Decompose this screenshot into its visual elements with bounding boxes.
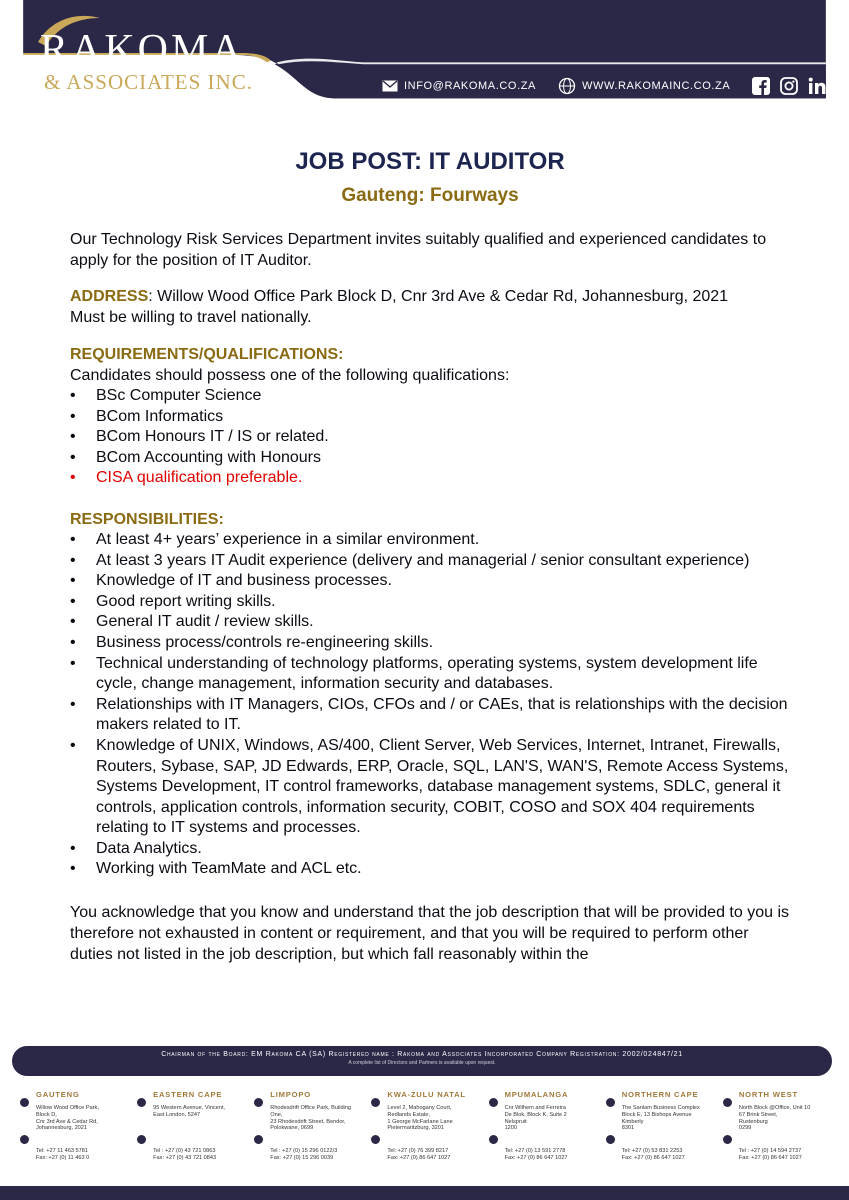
office-address: North Block @Office, Unit 10 67 Brink Street, Rustenburg 0299 bbox=[738, 1105, 811, 1132]
footer-band bbox=[0, 1186, 849, 1200]
list-item: • BCom Honours IT / IS or related. bbox=[70, 427, 790, 448]
office-northern-cape bbox=[604, 1090, 721, 1170]
office-gauteng bbox=[18, 1090, 135, 1170]
phone-icon bbox=[20, 1135, 29, 1144]
phone-icon bbox=[254, 1135, 263, 1144]
office-phone: Tel : +27 (0) 14 594 2737 Fax: +27 (0) 86 647 1027 bbox=[738, 1148, 802, 1161]
office-name: NORTH WEST bbox=[738, 1090, 798, 1099]
office-kwazulu-natal bbox=[369, 1090, 486, 1170]
phone-icon bbox=[606, 1135, 615, 1144]
phone-icon bbox=[371, 1135, 380, 1144]
office-phone: Tel: +27 11 463 5781 Fax: +27 (0) 11 463 0 bbox=[36, 1148, 90, 1161]
location-pin-icon bbox=[371, 1098, 380, 1107]
list-item: • BCom Informatics bbox=[70, 407, 790, 428]
office-address: Willow Wood Office Park, Block D, Cnr 3rd Ave & Cedar Rd, Johannesburg, 2021 bbox=[36, 1105, 99, 1132]
office-address: Cnr Wilhem and Ferreira De Blok, Block K, Suite 2 Nelspruit 1200 bbox=[504, 1105, 567, 1132]
responsibilities-heading: RESPONSIBILITIES: bbox=[70, 510, 224, 528]
job-location: Gauteng: Fourways bbox=[341, 185, 519, 206]
list-item: • At least 3 years IT Audit experience (delivery and managerial / senior consultant experience) bbox=[70, 551, 790, 572]
location-pin-icon bbox=[137, 1098, 146, 1107]
office-eastern-cape bbox=[135, 1090, 252, 1170]
phone-icon bbox=[137, 1135, 146, 1144]
website-text: WWW.RAKOMAINC.CO.ZA bbox=[581, 80, 731, 92]
footer-registration-bar bbox=[12, 1046, 832, 1076]
location-pin-icon bbox=[723, 1098, 732, 1107]
list-item: • Relationships with IT Managers, CIOs, CFOs and / or CAEs, that is relationships with the decision makers related to IT. bbox=[70, 695, 790, 736]
intro-paragraph: Our Technology Risk Services Department invites suitably qualified and experienced candidates to apply for the position of IT Auditor. bbox=[70, 231, 767, 269]
list-item: • Data Analytics. bbox=[70, 839, 790, 860]
office-mpumalanga bbox=[487, 1090, 604, 1170]
mail-icon bbox=[382, 80, 398, 92]
office-address: The Sanlam Business Complex Block E, 13 Bishops Avenue Kimberly 8301 bbox=[621, 1105, 700, 1132]
cisa-note: • CISA qualification preferable. bbox=[70, 468, 790, 489]
requirements-list bbox=[70, 386, 790, 489]
travel-note: Must be willing to travel nationally. bbox=[70, 309, 312, 326]
instagram-icon[interactable] bbox=[780, 77, 798, 95]
closing-paragraph: You acknowledge that you know and understand that the job description that will be provided to you is therefore not exhausted in content or requirement, and that you will be required to perform other duties not listed in the job description, but which fall reasonably within the bbox=[70, 904, 789, 964]
requirements-lead: Candidates should possess one of the following qualifications: bbox=[70, 367, 510, 384]
list-item: • Good report writing skills. bbox=[70, 592, 790, 613]
office-name: EASTERN CAPE bbox=[153, 1090, 223, 1099]
website-link[interactable] bbox=[558, 77, 730, 95]
office-limpopo bbox=[252, 1090, 369, 1170]
facebook-icon[interactable] bbox=[752, 77, 770, 95]
responsibilities-list bbox=[70, 530, 790, 880]
office-address: Level 2, Mahogany Court, Redlands Estate, 1 George McFarlane Lane Pietermaritzburg, 3201 bbox=[387, 1105, 453, 1132]
office-address: Rhodesdrift Office Park, Building One, 23 Rhodesdrift Street, Bendor, Polokwane, 0699 bbox=[270, 1105, 352, 1132]
office-address: 95 Western Avenue, Vincent, East London, 5247 bbox=[153, 1105, 225, 1118]
location-pin-icon bbox=[254, 1098, 263, 1107]
list-item: • Knowledge of IT and business processes. bbox=[70, 571, 790, 592]
office-phone: Tel : +27 (0) 15 296 0122/3 Fax: +27 (0) 15 296 0039 bbox=[270, 1148, 338, 1161]
requirements-heading: REQUIREMENTS/QUALIFICATIONS: bbox=[70, 346, 344, 363]
office-phone: Tel: +27 (0) 53 831 2253 Fax: +27 (0) 86 647 1027 bbox=[621, 1148, 685, 1161]
globe-icon bbox=[558, 77, 576, 95]
office-directory bbox=[18, 1090, 838, 1170]
list-item: • Technical understanding of technology platforms, operating systems, system development life cycle, change management, information security and databases. bbox=[70, 654, 790, 695]
address-line bbox=[70, 286, 790, 307]
office-name: NORTHERN CAPE bbox=[621, 1090, 699, 1099]
office-name: LIMPOPO bbox=[270, 1090, 311, 1099]
directors-note: A complete list of Directors and Partners is available upon request. bbox=[348, 1060, 496, 1066]
job-post-body bbox=[70, 140, 790, 965]
list-item: • General IT audit / review skills. bbox=[70, 612, 790, 633]
registration-text: Chairman of the Board: EM Rakoma CA (SA) Registered name : Rakoma and Associates Incorporated Company Registration: 2002/024847/21 bbox=[161, 1051, 683, 1058]
location-pin-icon bbox=[489, 1098, 498, 1107]
office-north-west bbox=[721, 1090, 838, 1170]
list-item: • Knowledge of UNIX, Windows, AS/400, Client Server, Web Services, Internet, Intranet, Firewalls, Routers, Sybase, SAP, JD Edwards, ERP, Oracle, SQL, LAN'S, WAN'S, Remote Access Systems, Systems Development, IT control frameworks, database management systems, SDLC, general it controls, application controls, information security, COBIT, COSO and SOX 404 requirements relating to IT systems and processes. bbox=[70, 736, 790, 839]
address-value: : Willow Wood Office Park Block D, Cnr 3rd Ave & Cedar Rd, Johannesburg, 2021 bbox=[148, 288, 729, 305]
office-name: GAUTENG bbox=[36, 1090, 80, 1099]
email-link[interactable] bbox=[382, 80, 536, 92]
list-item: • BCom Accounting with Honours bbox=[70, 448, 790, 469]
job-title: JOB POST: IT AUDITOR bbox=[295, 148, 565, 175]
list-item: • Working with TeamMate and ACL etc. bbox=[70, 859, 790, 880]
office-phone: Tel: +27 (0) 13 591 2778 Fax: +27 (0) 86 647 1027 bbox=[504, 1148, 568, 1161]
logo-tagline: & ASSOCIATES INC. bbox=[44, 70, 253, 94]
linkedin-icon[interactable] bbox=[808, 77, 828, 95]
list-item: • BSc Computer Science bbox=[70, 386, 790, 407]
office-phone: Tel : +27 (0) 43 721 0863 Fax: +27 (0) 43 721 0843 bbox=[153, 1148, 217, 1161]
phone-icon bbox=[723, 1135, 732, 1144]
list-item: • Business process/controls re-engineering skills. bbox=[70, 633, 790, 654]
email-text: INFO@RAKOMA.CO.ZA bbox=[404, 80, 536, 92]
office-name: MPUMALANGA bbox=[504, 1090, 569, 1099]
location-pin-icon bbox=[606, 1098, 615, 1107]
social-links bbox=[752, 77, 838, 95]
logo-wordmark: RAKOMA bbox=[40, 27, 245, 73]
office-phone: Tel: +27 (0) 76 399 8217 Fax: +27 (0) 86 647 1027 bbox=[387, 1148, 451, 1161]
phone-icon bbox=[489, 1135, 498, 1144]
address-label: ADDRESS bbox=[70, 288, 149, 305]
list-item: • At least 4+ years’ experience in a similar environment. bbox=[70, 530, 790, 551]
letterhead-header bbox=[0, 0, 849, 110]
contact-bar bbox=[330, 68, 849, 104]
office-name: KWA-ZULU NATAL bbox=[387, 1090, 466, 1099]
location-pin-icon bbox=[20, 1098, 29, 1107]
